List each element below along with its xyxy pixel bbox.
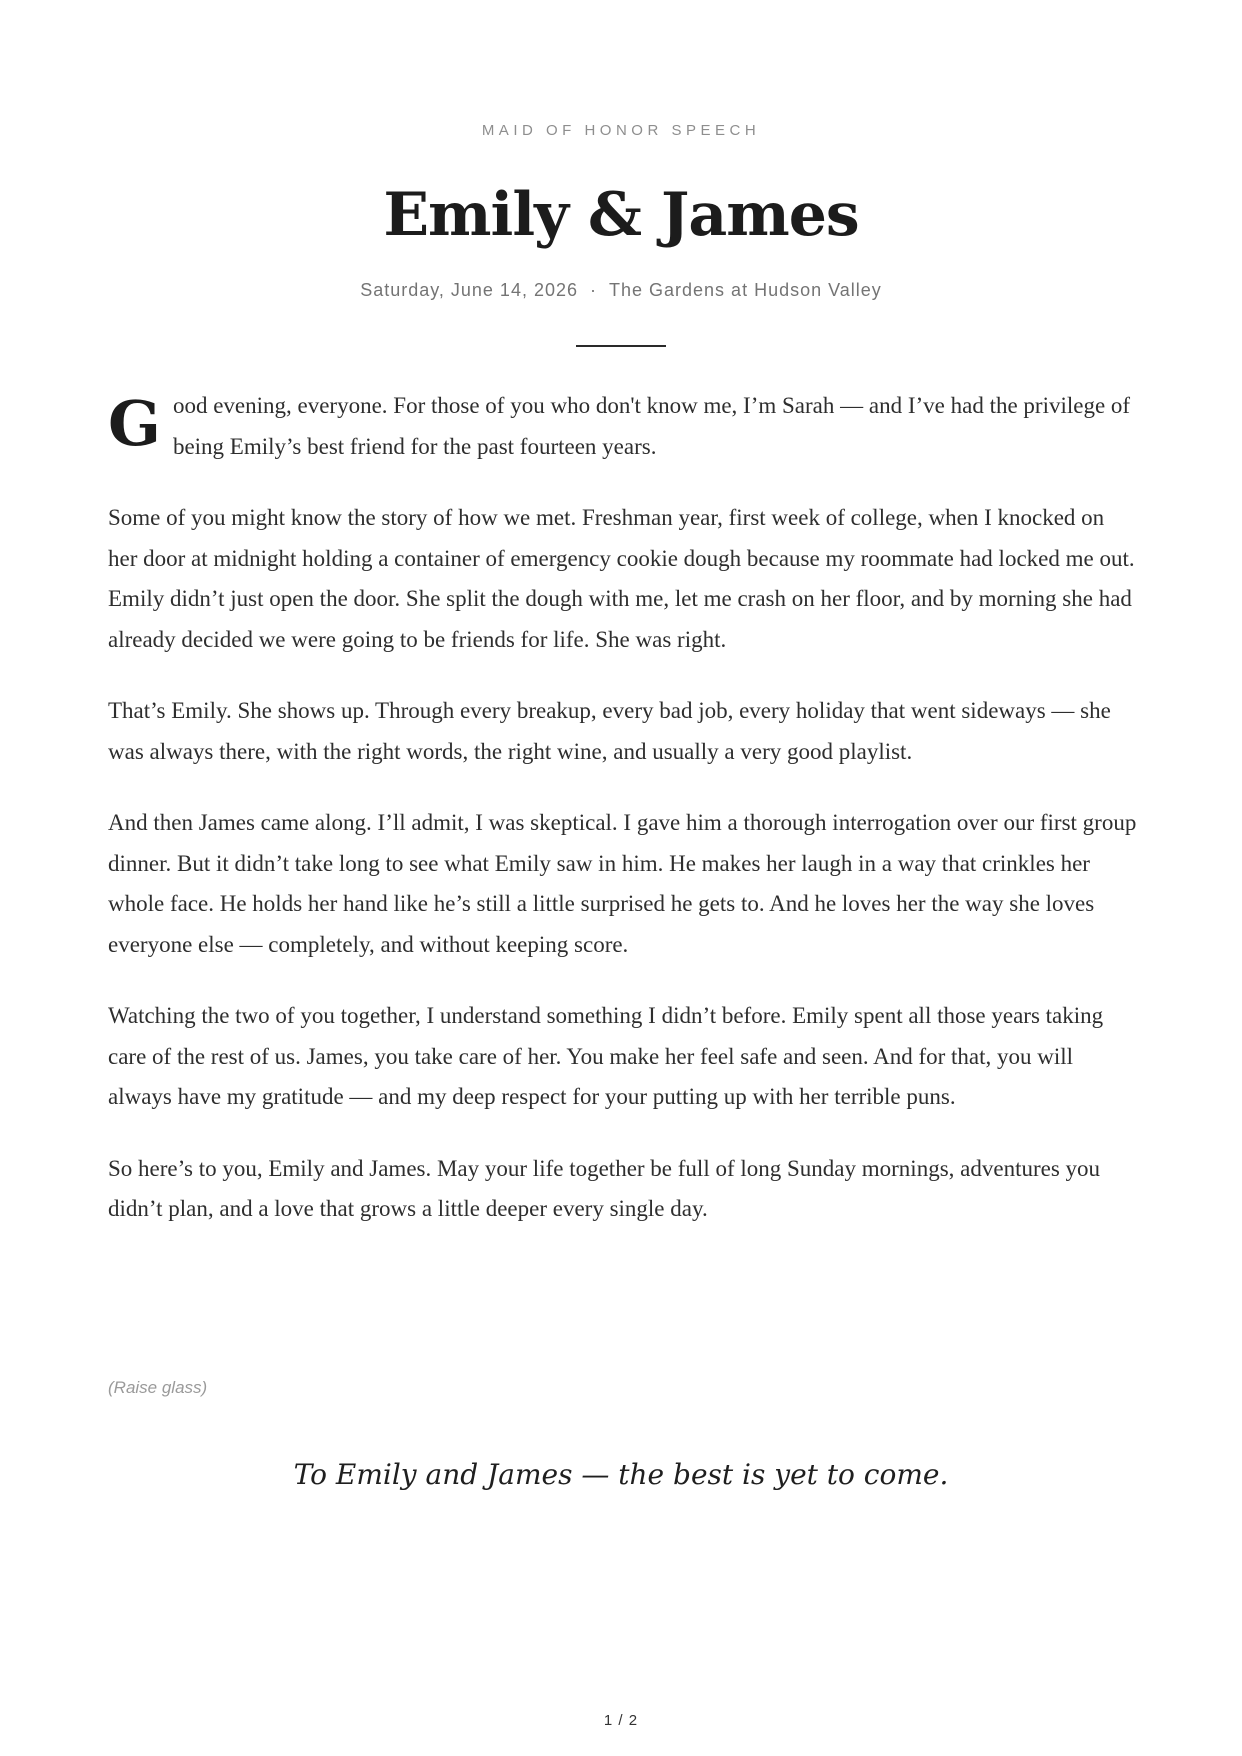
stage-direction: (Raise glass)	[108, 1378, 208, 1397]
page-number: 1 / 2	[603, 1712, 639, 1729]
title-divider	[576, 345, 666, 347]
document-eyebrow: MAID OF HONOR SPEECH	[481, 122, 761, 139]
speech-paragraph-5: Watching the two of you together, I understand something I didn’t before. Emily spent all those years taking care of the rest of us. James, you take care of her. You make her feel safe and seen. And for that, you will always have my gratitude — and my deep respect for your putting up with her terrible puns.	[108, 1003, 1104, 1109]
speech-paragraph-3: That’s Emily. She shows up. Through every breakup, every bad job, every holiday that went sideways — she was always there, with the right words, the right wine, and usually a very good playlist.	[108, 698, 1111, 764]
speech-paragraph-4: And then James came along. I’ll admit, I was skeptical. I gave him a thorough interrogation over our first group dinner. But it didn’t take long to see what Emily saw in him. He makes her laugh in a way that crinkles her whole face. He holds her hand like he’s still a little surprised he gets to. And he loves her the way she loves everyone else — completely, and without keeping score.	[108, 810, 1137, 957]
speech-paragraph-2: Some of you might know the story of how we met. Freshman year, first week of college, when I knocked on her door at midnight holding a container of emergency cookie dough because my roommate had locked me out. Emily didn’t just open the door. She split the dough with me, let me crash on her floor, and by morning she had already decided we were going to be friends for life. She was right.	[108, 505, 1135, 652]
speech-body	[108, 386, 1138, 1261]
page-title: Emily & James	[383, 180, 859, 250]
closing-toast: To Emily and James — the best is yet to come.	[293, 1458, 949, 1491]
speech-paragraph-1: Good evening, everyone. For those of you who don't know me, I’m Sarah — and I’ve had the privilege of being Emily’s best friend for the past fourteen years.	[108, 387, 1131, 460]
event-date: Saturday, June 14, 2026	[360, 280, 578, 300]
event-venue: The Gardens at Hudson Valley	[609, 280, 882, 300]
event-details	[0, 280, 1242, 301]
speech-paragraph-6: So here’s to you, Emily and James. May your life together be full of long Sunday mornings, adventures you didn’t plan, and a love that grows a little deeper every single day.	[108, 1155, 1101, 1221]
meta-separator: ·	[590, 280, 597, 300]
